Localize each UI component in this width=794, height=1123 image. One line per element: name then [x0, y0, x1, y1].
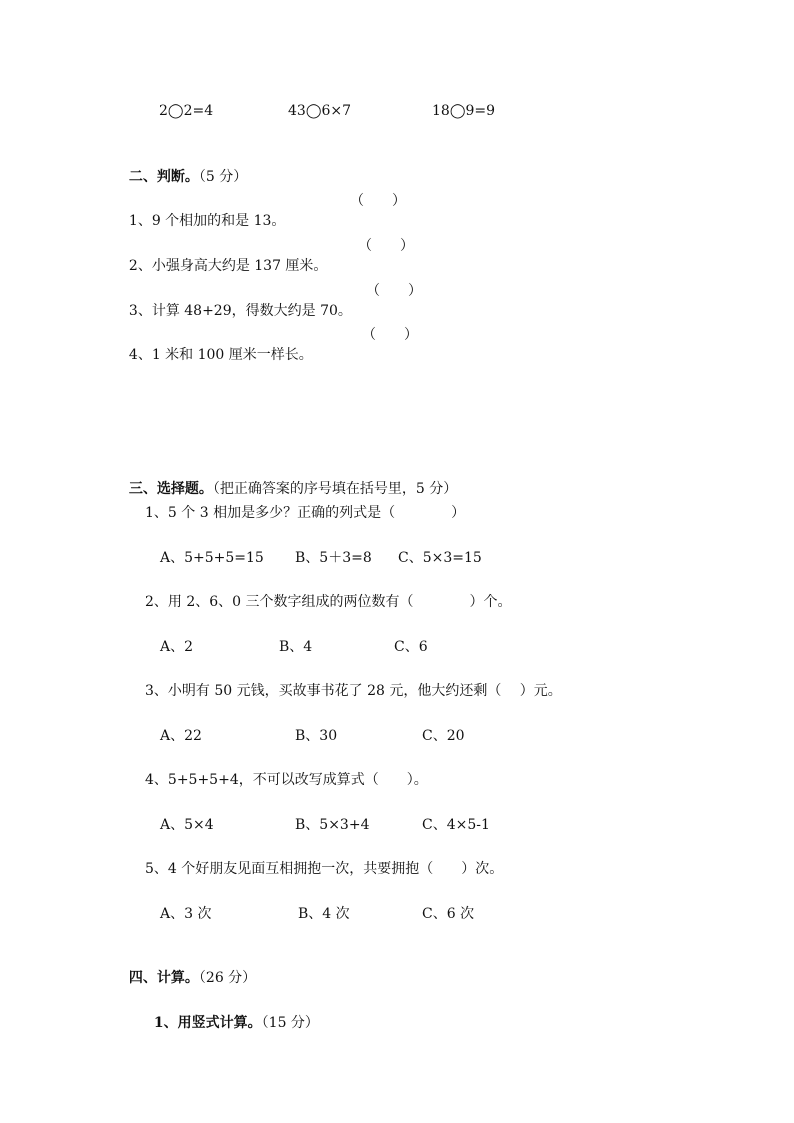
judge-question-text: 2、小强身高大约是 137 厘米。	[128, 258, 328, 274]
choice-option-5b: B、4 次	[298, 906, 350, 922]
section4-sub1-score: （15 分）	[261, 1015, 319, 1031]
choice-option-2b: B、4	[279, 639, 313, 655]
judge-answer-bracket-1[interactable]: （ ）	[350, 193, 406, 209]
judge-question-3	[120, 281, 352, 321]
section3-heading: 三、选择题。	[128, 481, 213, 497]
choice-question-1: 1、5 个 3 相加是多少？正确的列式是（ ）	[145, 505, 466, 521]
choice-option-2c: C、6	[394, 639, 428, 655]
choice-option-3b: B、30	[295, 728, 338, 744]
choice-option-4b: B、5×3+4	[295, 817, 370, 833]
judge-answer-bracket-4[interactable]: （ ）	[362, 327, 418, 343]
compare-item-2: 43◯6×7	[288, 103, 352, 119]
judge-question-text: 3、计算 48+29，得数大约是 70。	[128, 303, 352, 319]
section2-score: （5 分）	[198, 169, 248, 185]
judge-question-text: 1、9 个相加的和是 13。	[128, 213, 286, 229]
choice-question-5: 5、4 个好朋友见面互相拥抱一次，共要拥抱（ ）次。	[145, 861, 504, 877]
choice-question-2: 2、用 2、6、0 三个数字组成的两位数有（ ）个。	[145, 594, 512, 610]
section2-title	[120, 147, 247, 187]
choice-question-3: 3、小明有 50 元钱，买故事书花了 28 元，他大约还剩（ ）元。	[145, 683, 562, 699]
choice-option-4c: C、4×5-1	[422, 817, 490, 833]
section4-score: （26 分）	[198, 970, 257, 986]
compare-item-1: 2◯2=4	[159, 103, 214, 119]
choice-option-1b: B、5＋3=8	[295, 550, 372, 566]
section4-sub1-heading: 1、用竖式计算。	[153, 1015, 262, 1031]
choice-option-1c: C、5×3=15	[398, 550, 482, 566]
section2-heading: 二、判断。	[128, 169, 199, 185]
choice-option-5a: A、3 次	[160, 906, 212, 922]
choice-option-2a: A、2	[160, 639, 194, 655]
judge-question-text: 4、1 米和 100 厘米一样长。	[128, 347, 313, 363]
judge-question-4	[120, 325, 313, 365]
choice-option-5c: C、6 次	[422, 906, 475, 922]
judge-answer-bracket-2[interactable]: （ ）	[358, 238, 414, 254]
section3-instructions: （把正确答案的序号填在括号里，5 分）	[212, 481, 458, 497]
choice-option-3c: C、20	[422, 728, 465, 744]
choice-option-4a: A、5×4	[160, 817, 214, 833]
judge-answer-bracket-3[interactable]: （ ）	[366, 283, 422, 299]
choice-question-4: 4、5+5+5+4，不可以改写成算式（ ）。	[145, 772, 428, 788]
section4-sub1-title	[145, 993, 319, 1033]
choice-option-1a: A、5+5+5=15	[160, 550, 264, 566]
section4-title	[120, 948, 256, 988]
judge-question-1	[120, 191, 285, 231]
compare-item-3: 18◯9=9	[432, 103, 496, 119]
choice-option-3a: A、22	[160, 728, 202, 744]
section4-heading: 四、计算。	[128, 970, 199, 986]
section3-title	[120, 459, 457, 499]
judge-question-2	[120, 236, 327, 276]
